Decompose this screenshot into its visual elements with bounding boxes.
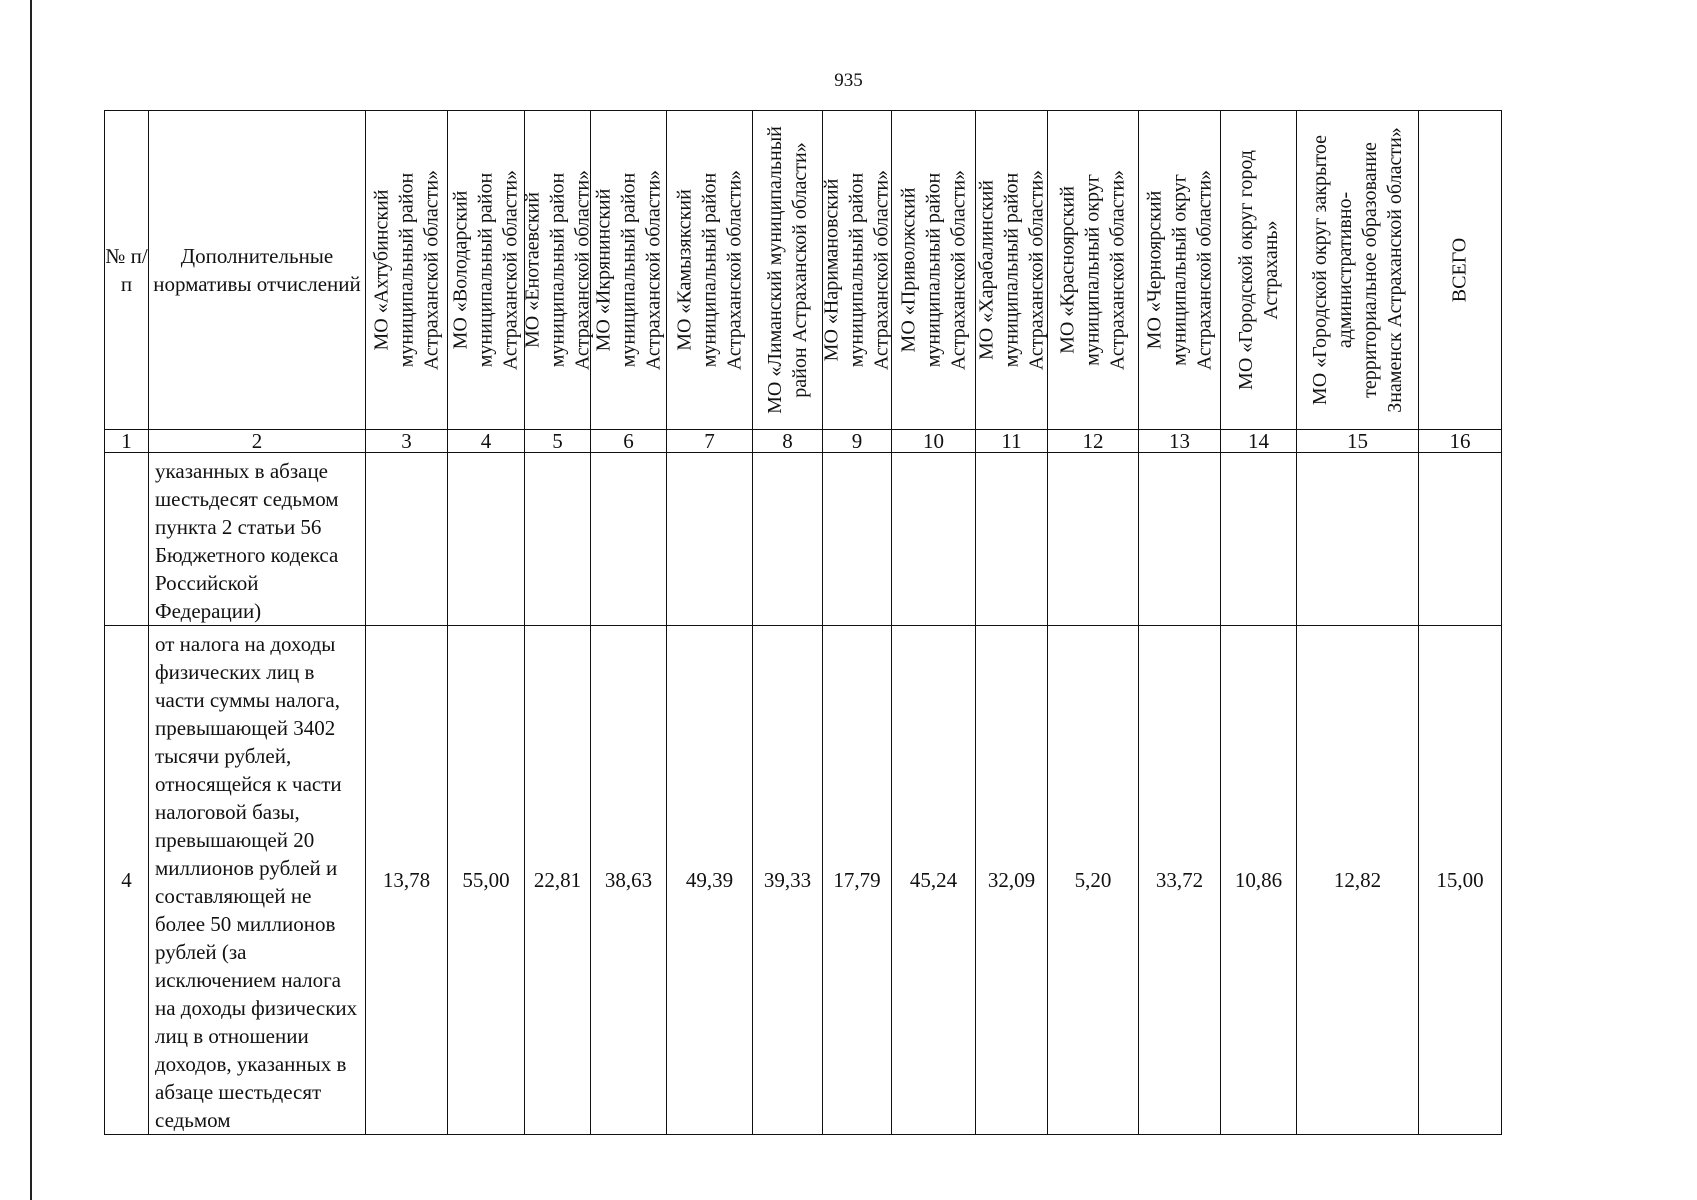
value-cell: 13,78: [366, 626, 448, 1135]
total-value-cell: 15,00: [1419, 626, 1502, 1135]
empty-cell: [366, 453, 448, 626]
value-cell: 55,00: [448, 626, 525, 1135]
column-index: 16: [1419, 430, 1502, 453]
empty-cell: [525, 453, 591, 626]
column-header: МО «Енотаевский муниципальный район Астраханской области»: [525, 111, 591, 430]
column-header: МО «Икрянинский муниципальный район Астраханской области»: [591, 111, 667, 430]
row-number: 4: [105, 626, 149, 1135]
column-index-row: [105, 430, 1502, 453]
column-header: МО «Володарский муниципальный район Астраханской области»: [448, 111, 525, 430]
column-header: МО «Приволжский муниципальный район Астраханской области»: [892, 111, 976, 430]
binding-line: [30, 0, 32, 1200]
empty-cell: [1297, 453, 1419, 626]
continuation-text: указанных в абзаце шестьдесят седьмом пункта 2 статьи 56 Бюджетного кодекса Российской Федерации): [149, 453, 366, 626]
table-row: [105, 626, 1502, 1135]
column-header-total: ВСЕГО: [1419, 111, 1502, 430]
column-index: 6: [591, 430, 667, 453]
empty-cell: [823, 453, 892, 626]
column-index: 15: [1297, 430, 1419, 453]
column-index: 11: [976, 430, 1048, 453]
empty-cell: [667, 453, 753, 626]
empty-cell: [105, 453, 149, 626]
empty-cell: [1048, 453, 1139, 626]
row-description: от налога на доходы физических лиц в части суммы налога, превышающей 3402 тысячи рублей, относящейся к части налоговой базы, превышающей 20 миллионов рублей и составляющей не более 50 миллионов рублей (за исключением налога на доходы физических лиц в отношении доходов, указанных в абзаце шестьдесят седьмом: [149, 626, 366, 1135]
value-cell: 45,24: [892, 626, 976, 1135]
column-index: 14: [1221, 430, 1297, 453]
value-cell: 39,33: [753, 626, 823, 1135]
header-row: [105, 111, 1502, 430]
value-cell: 38,63: [591, 626, 667, 1135]
column-index: 7: [667, 430, 753, 453]
number-header: № п/п: [105, 111, 149, 430]
value-cell: 32,09: [976, 626, 1048, 1135]
column-index: 3: [366, 430, 448, 453]
value-cell: 10,86: [1221, 626, 1297, 1135]
column-index: 9: [823, 430, 892, 453]
column-header: МО «Черноярский муниципальный округ Астраханской области»: [1139, 111, 1221, 430]
column-index: 2: [149, 430, 366, 453]
column-index: 1: [105, 430, 149, 453]
value-cell: 49,39: [667, 626, 753, 1135]
column-header: МО «Камызякский муниципальный район Астраханской области»: [667, 111, 753, 430]
empty-cell: [591, 453, 667, 626]
deduction-norms-table: [104, 110, 1502, 1135]
empty-cell: [753, 453, 823, 626]
description-header: Дополнительные нормативы отчислений: [149, 111, 366, 430]
column-header: МО «Лиманский муниципальный район Астраханской области»: [753, 111, 823, 430]
column-header: МО «Городской округ закрытое административно-территориальное образование Знаменск Астраханской области»: [1297, 111, 1419, 430]
empty-cell: [448, 453, 525, 626]
column-index: 12: [1048, 430, 1139, 453]
column-header: МО «Ахтубинский муниципальный район Астраханской области»: [366, 111, 448, 430]
column-header: МО «Городской округ город Астрахань»: [1221, 111, 1297, 430]
value-cell: 33,72: [1139, 626, 1221, 1135]
column-index: 13: [1139, 430, 1221, 453]
continuation-row: [105, 453, 1502, 626]
value-cell: 22,81: [525, 626, 591, 1135]
value-cell: 17,79: [823, 626, 892, 1135]
column-index: 4: [448, 430, 525, 453]
page-number: 935: [834, 70, 863, 91]
column-header: МО «Красноярский муниципальный округ Астраханской области»: [1048, 111, 1139, 430]
empty-cell: [976, 453, 1048, 626]
column-index: 5: [525, 430, 591, 453]
empty-cell: [1139, 453, 1221, 626]
value-cell: 12,82: [1297, 626, 1419, 1135]
empty-cell: [1221, 453, 1297, 626]
column-header: МО «Наримановский муниципальный район Астраханской области»: [823, 111, 892, 430]
value-cell: 5,20: [1048, 626, 1139, 1135]
column-index: 8: [753, 430, 823, 453]
column-index: 10: [892, 430, 976, 453]
empty-cell: [892, 453, 976, 626]
empty-cell: [1419, 453, 1502, 626]
column-header: МО «Харабалинский муниципальный район Астраханской области»: [976, 111, 1048, 430]
